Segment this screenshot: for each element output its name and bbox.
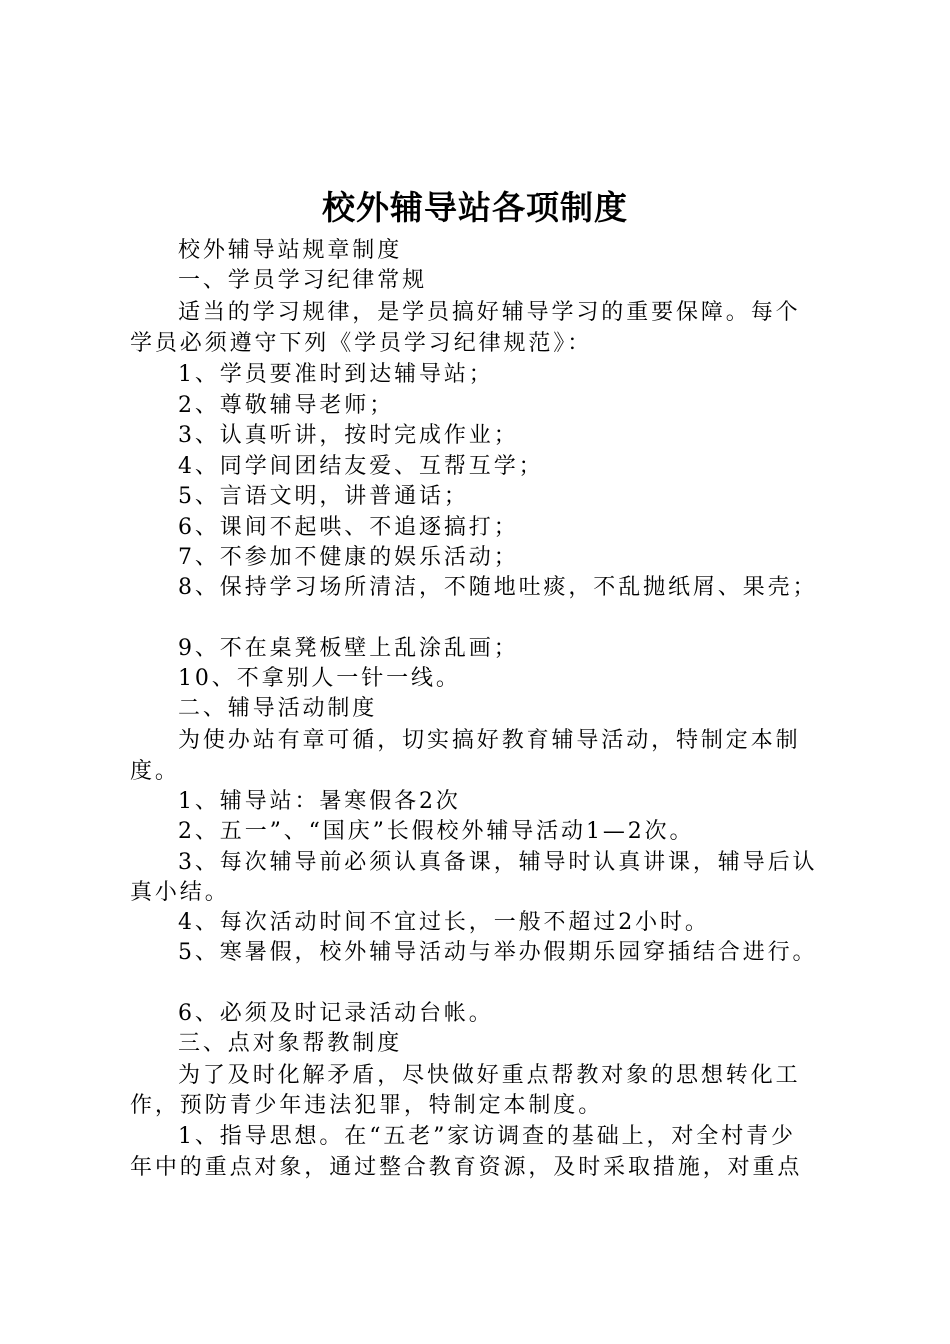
text-line: 为使办站有章可循，切实搞好教育辅导活动，特制定本制 [178,728,801,753]
list-item: 2、尊敬辅导老师； [178,393,395,418]
list-item: 5、寒暑假，校外辅导活动与举办假期乐园穿插结合进行。 [178,940,818,965]
list-item: 4、每次活动时间不宜过长，一般不超过2小时。 [178,910,710,935]
list-item: 3、每次辅导前必须认真备课，辅导时认真讲课，辅导后认 [178,850,818,875]
text-line: 作，预防青少年违法犯罪，特制定本制度。 [130,1093,604,1118]
list-item: 1、辅导站：暑寒假各2次 [178,789,461,814]
section-heading: 一、学员学习纪律常规 [178,268,428,293]
text-line: 真小结。 [130,880,230,905]
list-item: 9、不在桌凳板壁上乱涂乱画； [178,636,519,661]
section-heading: 三、点对象帮教制度 [178,1031,403,1056]
list-item: 7、不参加不健康的娱乐活动； [178,545,519,570]
section-heading: 二、辅导活动制度 [178,696,378,721]
list-item: 2、五一”、“国庆”长假校外辅导活动1—2次。 [178,819,695,844]
list-item: 1、指导思想。在“五老”家访调查的基础上，对全村青少 [178,1124,796,1149]
text-line: 适当的学习规律，是学员搞好辅导学习的重要保障。每个 [178,300,801,325]
list-item: 8、保持学习场所清洁，不随地吐痰，不乱抛纸屑、果壳； [178,575,818,600]
list-item: 6、课间不起哄、不追逐搞打； [178,515,519,540]
list-item: 3、认真听讲，按时完成作业； [178,423,519,448]
list-item: 4、同学间团结友爱、互帮互学； [178,454,544,479]
text-line: 校外辅导站规章制度 [178,238,403,263]
list-item: 1、学员要准时到达辅导站； [178,362,494,387]
document-title: 校外辅导站各项制度 [322,188,628,227]
text-line: 为了及时化解矛盾，尽快做好重点帮教对象的思想转化工 [178,1063,801,1088]
list-item: 5、言语文明，讲普通话； [178,484,469,509]
text-line: 度。 [130,759,180,784]
text-line: 学员必须遵守下列《学员学习纪律规范》： [130,331,593,356]
list-item: 10、不拿别人一针一线。 [178,666,461,691]
text-line: 年中的重点对象，通过整合教育资源，及时采取措施，对重点 [130,1155,803,1180]
list-item: 6、必须及时记录活动台帐。 [178,1001,494,1026]
